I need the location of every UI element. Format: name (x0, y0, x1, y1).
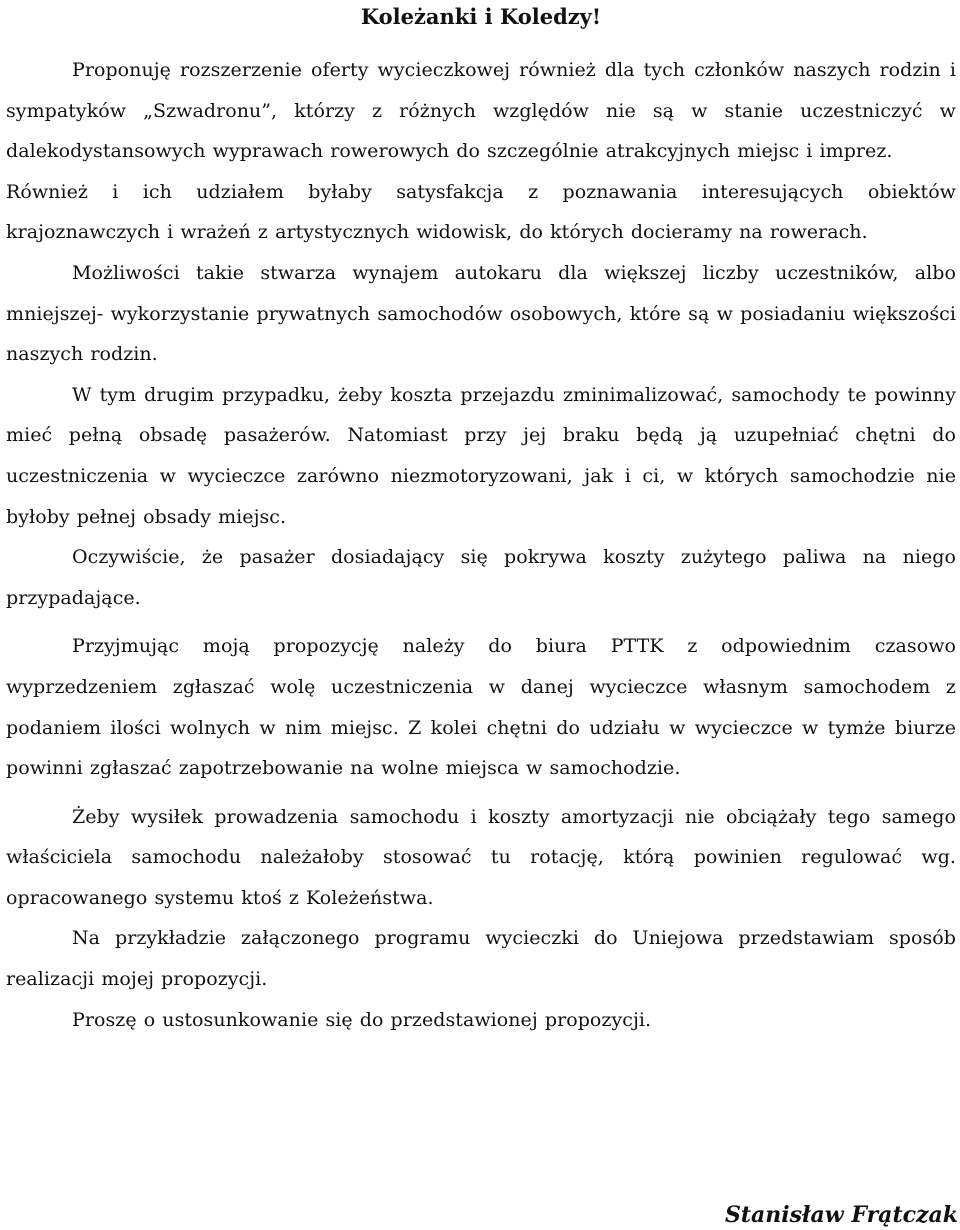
paragraph-second-case: W tym drugim przypadku, żeby koszta przejazdu zminimalizować, samochody te powinny mieć pełną obsadę pasażerów. Natomiast przy jej braku będą ją uzupełniać chętni do uczestniczenia w wycieczce zarówno niezmotoryzowani, jak i ci, w których samochodzie nie byłoby pełnej obsady miejsc. (6, 383, 956, 528)
paragraph-registration: Przyjmując moją propozycję należy do biura PTTK z odpowiednim czasowo wyprzedzeniem zgłaszać wolę uczestniczenia w danej wycieczce własnym samochodem z podaniem ilości wolnych w nim miejsc. Z kolei chętni do udziału w wycieczce w tymże biurze powinni zgłaszać zapotrzebowanie na wolne miejsca w samochodzie. (6, 635, 956, 780)
paragraph-rotation: Żeby wysiłek prowadzenia samochodu i koszty amortyzacji nie obciążały tego samego właściciela samochodu należałoby stosować tu rotację, którą powinien regulować wg. opracowanego systemu ktoś z Koleżeństwa. (6, 805, 956, 909)
paragraph-satisfaction: Również i ich udziałem byłaby satysfakcja z poznawania interesujących obiektów krajoznawczych i wrażeń z artystycznych widowisk, do których docieramy na rowerach. (6, 180, 956, 244)
letter-document (6, 0, 956, 1040)
letter-body (6, 50, 956, 1040)
signature: Stanisław Frątczak (725, 1202, 958, 1228)
paragraph-gap (6, 618, 956, 626)
letter-title: Koleżanki i Koledzy! (360, 4, 602, 29)
paragraph-passenger-costs: Oczywiście, że pasażer dosiadający się pokrywa koszty zużytego paliwa na niego przypadające. (6, 546, 956, 609)
paragraph-example: Na przykładzie załączonego programu wycieczki do Uniejowa przedstawiam sposób realizacji mojej propozycji. (6, 927, 956, 991)
paragraph-request: Proszę o ustosunkowanie się do przedstawionej propozycji. (72, 1008, 652, 1031)
paragraph-possibilities: Możliwości takie stwarza wynajem autokaru dla większej liczby uczestników, albo mniejszej- wykorzystanie prywatnych samochodów osobowych, które są w posiadaniu większości naszych rodzin. (6, 261, 956, 366)
paragraph-proposal: Proponuję rozszerzenie oferty wycieczkowej również dla tych członków naszych rodzin i sympatyków „Szwadronu”, którzy z różnych względów nie są w stanie uczestniczyć w dalekodystansowych wyprawach rowerowych do szczególnie atrakcyjnych miejsc i imprez. (6, 59, 956, 163)
paragraph-gap (6, 789, 956, 797)
